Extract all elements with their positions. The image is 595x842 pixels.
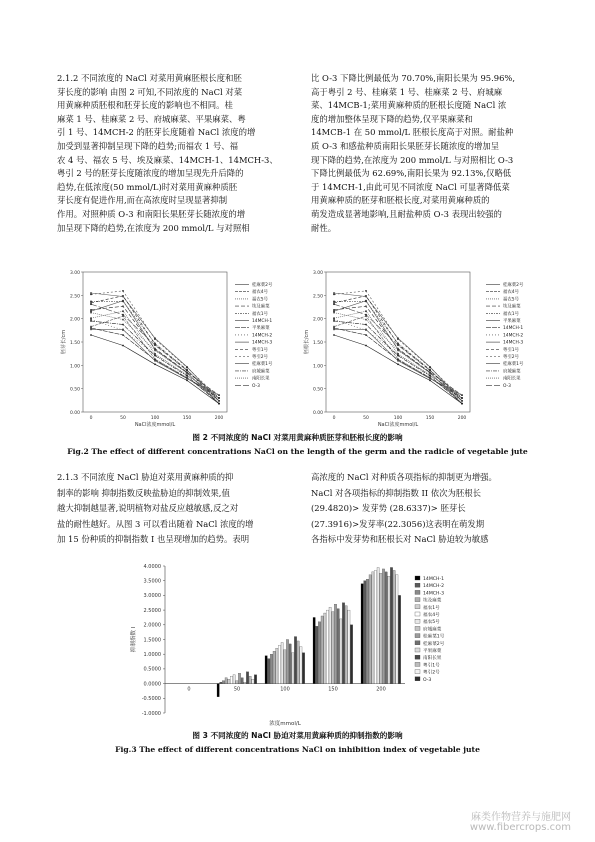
legend-label: 桂麻菜1号 (423, 634, 445, 640)
legend-label: 平果麻菜 (503, 319, 521, 324)
x-tick-label: 150 (425, 416, 435, 421)
legend-label: O-3 (423, 677, 432, 683)
y-axis-label: 胚根长/cm (304, 329, 310, 355)
section-2-1-3-line: (29.4820)> 发芽势 (28.6337)> 胚芽长 (311, 503, 466, 514)
bar (244, 682, 246, 683)
series-marker (397, 363, 399, 365)
legend-label: 福农5号 (252, 297, 268, 303)
section-2-1-3-line: (27.3916)>发芽率(22.3056)这表明在萌发期 (311, 518, 485, 529)
series-marker (218, 397, 220, 399)
y-tick-label: 1.00 (69, 364, 80, 370)
legend-label: 14MCH-3 (503, 340, 524, 346)
bar (222, 681, 224, 684)
series-marker (218, 400, 220, 402)
y-tick-label: 0.50 (312, 387, 323, 393)
x-tick-label: 200 (214, 416, 224, 421)
section-2-1-2-line: 14MCB-1 在 50 mmol/L 胚根长度高于对照。耐盐种 (311, 127, 514, 138)
legend-label: 平果麻菜 (252, 326, 270, 332)
section-2-1-2-right-column (311, 72, 551, 235)
legend-label: 粤引1号 (252, 347, 268, 353)
legend-label: 14MCH-3 (423, 591, 445, 597)
bar (217, 684, 219, 697)
series-marker (429, 378, 431, 380)
series-line (91, 301, 219, 404)
section-2-1-3-line: 制率的影响 抑制指数反映盐胁迫的抑制效果,值 (57, 487, 230, 498)
bar (361, 584, 363, 684)
bar (350, 625, 352, 684)
series-marker (154, 363, 156, 365)
legend-label: 府城麻菜 (503, 369, 521, 375)
section-2-1-2-line: 高于粤引 2 号、桂麻菜 1 号、桂麻菜 2 号、府城麻 (311, 86, 503, 97)
figure3-chart (115, 558, 505, 728)
section-2-1-2-line: 下降比例最低为 62.69%,南阳长果为 92.13%,仅略低 (311, 168, 512, 179)
series-marker (397, 350, 399, 352)
bar (265, 656, 267, 684)
bar (345, 606, 347, 684)
legend-swatch (415, 634, 420, 638)
y-tick-label: -1.0000 (141, 710, 161, 717)
bar (225, 678, 227, 684)
bar (297, 641, 299, 684)
series-marker (397, 344, 399, 346)
bar (332, 612, 334, 684)
bar (326, 610, 328, 684)
bar (385, 572, 387, 684)
series-marker (186, 372, 188, 374)
series-marker (122, 300, 124, 302)
legend-label: 14MCH-1 (503, 326, 524, 332)
section-2-1-2-line: 菜、14MCB-1;菜用黄麻种质的胚根长度随 NaCl 浓 (311, 100, 507, 111)
series-line (334, 320, 462, 396)
figure2-left-chart (57, 262, 292, 427)
section-2-1-2-line: 粤引 2 号的胚芽长度随浓度的增加呈现先升后降的 (57, 168, 244, 179)
series-marker (122, 295, 124, 297)
figure2-right-chart (300, 262, 545, 427)
series-marker (122, 310, 124, 312)
y-tick-label: 0.0000 (143, 681, 161, 688)
section-2-1-3-right-column (311, 470, 551, 548)
series-marker (218, 403, 220, 405)
section-2-1-3-left-column (57, 470, 296, 548)
legend-swatch (415, 612, 420, 616)
series-marker (365, 310, 367, 312)
bar (313, 617, 315, 683)
bar (228, 679, 230, 683)
series-marker (461, 394, 463, 396)
section-2-1-3-line: 2.1.3 不同浓度 NaCl 胁迫对菜用黄麻种质的抑 (57, 472, 234, 482)
series-marker (186, 370, 188, 372)
series-marker (429, 380, 431, 382)
section-2-1-2-line: 作用。对照种质 O-3 和南阳长果胚芽长随浓度的增 (57, 208, 246, 219)
legend-swatch (415, 662, 420, 666)
section-2-1-3-line: 各指标中发芽势和胚根长对 NaCl 胁迫较为敏感 (311, 534, 489, 545)
bar (233, 675, 235, 684)
series-line (334, 301, 462, 404)
legend-label: 福农5号 (423, 620, 440, 626)
series-marker (154, 355, 156, 357)
series-marker (122, 306, 124, 308)
bar (342, 603, 344, 684)
bar (348, 610, 350, 684)
figure2-caption-en: Fig.2 The effect of different concentrations NaCl on the length of the germ and the radicle of vegetable jute (67, 447, 528, 456)
section-2-1-2-line: 农 4 号、福农 5 号、埃及麻菜、14MCH-1、14MCH-3、 (57, 154, 278, 165)
series-line (334, 301, 462, 403)
section-2-1-3-line: 加 15 份种质的抑制指数 I 也呈现增加的趋势。表明 (57, 534, 250, 545)
section-2-1-2-line: 2.1.2 不同浓度的 NaCl 对菜用黄麻胚根长度和胚 (57, 73, 242, 83)
section-2-1-2-line: 加受到显著抑制呈现下降的趋势;而福农 1 号、福 (57, 140, 238, 151)
figure3-caption-cn: 图 3 不同浓度的 NaCl 胁迫对菜用黄麻种质的抑制指数的影响 (192, 731, 403, 740)
bar (294, 637, 296, 684)
x-axis-label: NaCl浓度mmol/L (134, 422, 176, 427)
x-tick-label: 50 (120, 416, 126, 421)
series-marker (365, 306, 367, 308)
bar (230, 676, 232, 683)
x-tick-label: 0 (332, 416, 336, 421)
bar (318, 622, 320, 684)
y-tick-label: 2.50 (312, 294, 323, 300)
bar (252, 679, 254, 683)
x-tick-label: 0 (89, 416, 93, 421)
bar (398, 595, 400, 683)
series-marker (122, 334, 124, 336)
series-marker (154, 360, 156, 362)
series-marker (186, 378, 188, 380)
legend-label: 福农1号 (252, 311, 268, 317)
bar (220, 682, 222, 683)
bar (241, 678, 243, 684)
legend-swatch (415, 576, 420, 580)
legend-swatch (415, 677, 420, 681)
y-tick-label: 0.00 (69, 411, 80, 416)
section-2-1-2-line: 现下降的趋势,在浓度为 200 mmol/L 与对照相比 O-3 (311, 154, 514, 165)
legend-label: 桂麻菜2号 (252, 283, 273, 288)
legend-label: 14MCH-2 (423, 584, 445, 590)
x-tick-label: 50 (233, 686, 241, 693)
legend-label: 粤引2号 (252, 355, 268, 360)
bar (364, 581, 366, 684)
section-2-1-3-line: 盐的耐性越好。从图 3 可以看出随着 NaCl 浓度的增 (57, 518, 254, 529)
bar (380, 573, 382, 683)
bar (289, 644, 291, 684)
series-marker (429, 370, 431, 372)
series-marker (365, 319, 367, 321)
x-axis-label: NaCl浓度mmol/L (377, 422, 419, 427)
series-marker (154, 338, 156, 340)
series-marker (397, 360, 399, 362)
series-marker (122, 290, 124, 292)
legend-label: 平果麻菜 (423, 649, 442, 654)
legend-label: 福农5号 (503, 297, 519, 303)
section-2-1-2-line: 引 1 号、14MCH-2 的胚芽长度随着 NaCl 浓度的增 (57, 127, 256, 138)
series-marker (365, 300, 367, 302)
legend-label: 福农4号 (252, 290, 268, 296)
series-marker (154, 350, 156, 352)
series-marker (397, 355, 399, 357)
series-marker (186, 367, 188, 369)
series-marker (429, 367, 431, 369)
y-tick-label: 3.00 (312, 271, 323, 276)
bar (254, 675, 256, 684)
bar (273, 651, 275, 683)
x-tick-label: 0 (187, 686, 191, 693)
legend-label: 南阳长果 (252, 376, 270, 382)
y-tick-label: -0.5000 (141, 696, 161, 703)
bar (276, 648, 278, 683)
legend-label: 埃及麻菜 (503, 304, 521, 310)
series-marker (429, 372, 431, 374)
y-axis-label: 胚芽长/cm (61, 329, 67, 355)
series-marker (122, 345, 124, 347)
series-marker (122, 329, 124, 331)
legend-swatch (415, 641, 420, 645)
legend-label: 桂麻菜2号 (503, 283, 524, 288)
y-tick-label: 1.0000 (143, 652, 161, 658)
section-2-1-2-line: 用黄麻种质胚根和胚芽长度的影响也不相同。桂 (57, 100, 233, 111)
series-marker (122, 324, 124, 326)
section-2-1-2-line: 质 O-3 和感盐种质南阳长果胚芽长随浓度的增加呈 (311, 140, 500, 151)
legend-label: 桂麻菜1号 (503, 362, 524, 368)
series-marker (90, 312, 92, 314)
legend-swatch (415, 626, 420, 630)
series-marker (90, 320, 92, 322)
bar (238, 673, 240, 683)
watermark-url: www.fibercrops.com (469, 822, 571, 833)
legend-swatch (415, 648, 420, 652)
legend-swatch (415, 619, 420, 623)
series-marker (122, 319, 124, 321)
series-marker (461, 397, 463, 399)
x-tick-label: 100 (393, 416, 403, 421)
series-marker (365, 324, 367, 326)
bar (246, 672, 248, 684)
series-marker (365, 329, 367, 331)
y-tick-label: 1.50 (69, 341, 80, 346)
x-tick-label: 100 (280, 686, 290, 693)
legend-label: O-3 (503, 383, 511, 389)
legend-label: 14MCH-2 (252, 333, 273, 339)
watermark-cn: 麻类作物营养与施肥网 (471, 812, 571, 823)
x-tick-label: 200 (457, 416, 467, 421)
series-marker (90, 329, 92, 331)
bar (388, 576, 390, 683)
legend-label: 14MCH-3 (252, 340, 273, 346)
legend-swatch (415, 670, 420, 674)
legend-label: 福农1号 (423, 605, 440, 611)
bar (270, 654, 272, 683)
bar (236, 681, 238, 684)
series-marker (333, 334, 335, 336)
series-marker (365, 295, 367, 297)
series-line (91, 321, 219, 404)
legend-label: 福农1号 (503, 311, 519, 317)
series-line (91, 313, 219, 401)
series-marker (90, 303, 92, 305)
bar (316, 626, 318, 683)
bar (369, 575, 371, 684)
x-tick-label: 150 (182, 416, 192, 421)
y-tick-label: 3.5000 (143, 578, 161, 585)
y-tick-label: 0.5000 (143, 666, 161, 673)
legend-label: 埃及麻菜 (423, 598, 442, 604)
section-2-1-2-line: 用黄麻种质的胚芽和胚根长度,对菜用黄麻种质的 (311, 195, 490, 206)
bar (377, 567, 379, 683)
x-tick-label: 50 (363, 416, 369, 421)
bar (372, 572, 374, 684)
y-tick-label: 1.50 (312, 341, 323, 346)
series-marker (186, 380, 188, 382)
bar (278, 645, 280, 683)
y-tick-label: 1.5000 (143, 637, 161, 644)
bar (286, 640, 288, 684)
series-marker (461, 403, 463, 405)
bar (249, 676, 251, 683)
section-2-1-2-line: 耐性。 (311, 222, 337, 233)
bar (284, 650, 286, 684)
y-tick-label: 2.00 (69, 317, 80, 323)
series-marker (90, 334, 92, 336)
series-line (334, 313, 462, 401)
series-marker (333, 303, 335, 305)
legend-label: 南阳长果 (503, 376, 521, 382)
section-2-1-2-line: 于 14MCH-1,由此可见不同浓度 NaCl 可显著降低菜 (311, 181, 510, 192)
series-marker (154, 344, 156, 346)
y-tick-label: 4.0000 (143, 563, 161, 570)
bar (374, 570, 376, 683)
legend-swatch (415, 598, 420, 602)
legend-label: 14MCH-1 (423, 577, 445, 582)
bar (366, 579, 368, 683)
legend-label: 福农4号 (423, 613, 440, 618)
legend-swatch (415, 605, 420, 609)
legend-label: 埃及麻菜 (252, 304, 270, 310)
bar (324, 613, 326, 684)
section-2-1-3-line: 高浓度的 NaCl 对种质各项指标的抑制更为增强。 (311, 472, 497, 482)
section-2-1-2-line: 芽长度有促进作用,而在高浓度时呈现显著抑制 (57, 195, 228, 206)
legend-label: O-3 (252, 383, 260, 389)
bar (329, 607, 331, 683)
legend-label: 府城麻菜 (423, 627, 442, 633)
bar (281, 642, 283, 683)
section-2-1-2-left-column (57, 72, 296, 235)
bar (302, 653, 304, 684)
series-marker (365, 314, 367, 316)
bar (396, 575, 398, 684)
legend-swatch (415, 590, 420, 594)
section-2-1-3-line: 越大抑制越显著,说明植物对盐反应越敏感,反之对 (57, 503, 239, 514)
bar (340, 619, 342, 684)
legend-label: 14MCH-1 (252, 319, 273, 324)
legend-label: 桂麻菜1号 (252, 362, 273, 368)
y-tick-label: 2.50 (69, 294, 80, 300)
legend-label: 府城麻菜 (252, 369, 270, 375)
section-2-1-2-line: 度的增加整体呈现下降的趋势,仅平果麻菜和 (311, 113, 473, 124)
series-marker (333, 294, 335, 296)
x-tick-label: 200 (376, 686, 386, 693)
legend-label: 粤引1号 (503, 347, 519, 353)
bar (382, 569, 384, 684)
series-marker (365, 345, 367, 347)
legend-label: 粤引2号 (423, 670, 440, 676)
y-tick-label: 1.00 (312, 364, 323, 370)
figure3-caption-en: Fig.3 The effect of different concentrations NaCl on inhibition index of vegetable jute (115, 745, 480, 754)
legend-label: 福农4号 (503, 290, 519, 296)
legend-swatch (415, 655, 420, 659)
series-marker (461, 400, 463, 402)
bar (393, 570, 395, 683)
legend-label: 桂麻菜2号 (423, 641, 445, 647)
series-marker (218, 394, 220, 396)
x-axis-label: 浓度mmol/L (269, 721, 301, 727)
y-tick-label: 3.0000 (143, 593, 161, 600)
series-marker (429, 375, 431, 377)
bar (292, 653, 294, 684)
legend-label: 粤引2号 (503, 355, 519, 360)
section-2-1-3-line: NaCl 对各项指标的抑制指数 II 依次为胚根长 (311, 487, 482, 498)
bar (390, 567, 392, 683)
legend-label: 南阳长果 (423, 656, 442, 662)
section-2-1-2-line: 萌发造成显著地影响,且耐盐种质 O-3 表现出较强的 (311, 208, 502, 219)
series-marker (365, 334, 367, 336)
bar (337, 609, 339, 684)
series-marker (333, 329, 335, 331)
y-tick-label: 3.00 (69, 271, 80, 276)
series-marker (90, 294, 92, 296)
section-2-1-2-line: 比 O-3 下降比例最低为 70.70%,南阳长果为 95.96%, (311, 73, 516, 83)
y-tick-label: 2.5000 (143, 607, 161, 614)
y-tick-label: 2.0000 (143, 622, 161, 629)
series-line (91, 293, 219, 401)
bar (334, 604, 336, 683)
section-2-1-2-line: 芽长度的影响 由图 2 可知,不同浓度的 NaCl 对菜 (57, 86, 243, 97)
bar (300, 647, 302, 684)
section-2-1-2-line: 趋势,在低浓度(50 mmol/L)时对菜用黄麻种质胚 (57, 181, 238, 192)
series-line (334, 321, 462, 404)
series-marker (365, 290, 367, 292)
x-tick-label: 150 (328, 686, 338, 693)
series-marker (397, 338, 399, 340)
series-marker (122, 314, 124, 316)
bar (268, 659, 270, 684)
legend-label: 14MCH-2 (503, 333, 524, 339)
y-tick-label: 2.00 (312, 317, 323, 323)
legend-label: 粤引1号 (423, 663, 440, 669)
series-marker (333, 312, 335, 314)
y-tick-label: 0.50 (69, 387, 80, 393)
section-2-1-2-line: 加呈现下降的趋势,在浓度为 200 mmol/L 与对照相 (57, 222, 250, 233)
bar (321, 616, 323, 684)
series-line (91, 301, 219, 403)
y-axis-label: 抑制指数 I (131, 626, 137, 653)
series-line (334, 293, 462, 401)
y-tick-label: 0.00 (312, 411, 323, 416)
x-tick-label: 100 (150, 416, 160, 421)
series-marker (186, 375, 188, 377)
series-line (91, 320, 219, 396)
series-marker (333, 320, 335, 322)
figure2-caption-cn: 图 2 不同浓度的 NaCl 对菜用黄麻种质胚芽和胚根长度的影响 (192, 433, 403, 442)
section-2-1-2-line: 麻菜 1 号、桂麻菜 2 号、府城麻菜、平果麻菜、粤 (57, 113, 246, 124)
legend-swatch (415, 583, 420, 587)
